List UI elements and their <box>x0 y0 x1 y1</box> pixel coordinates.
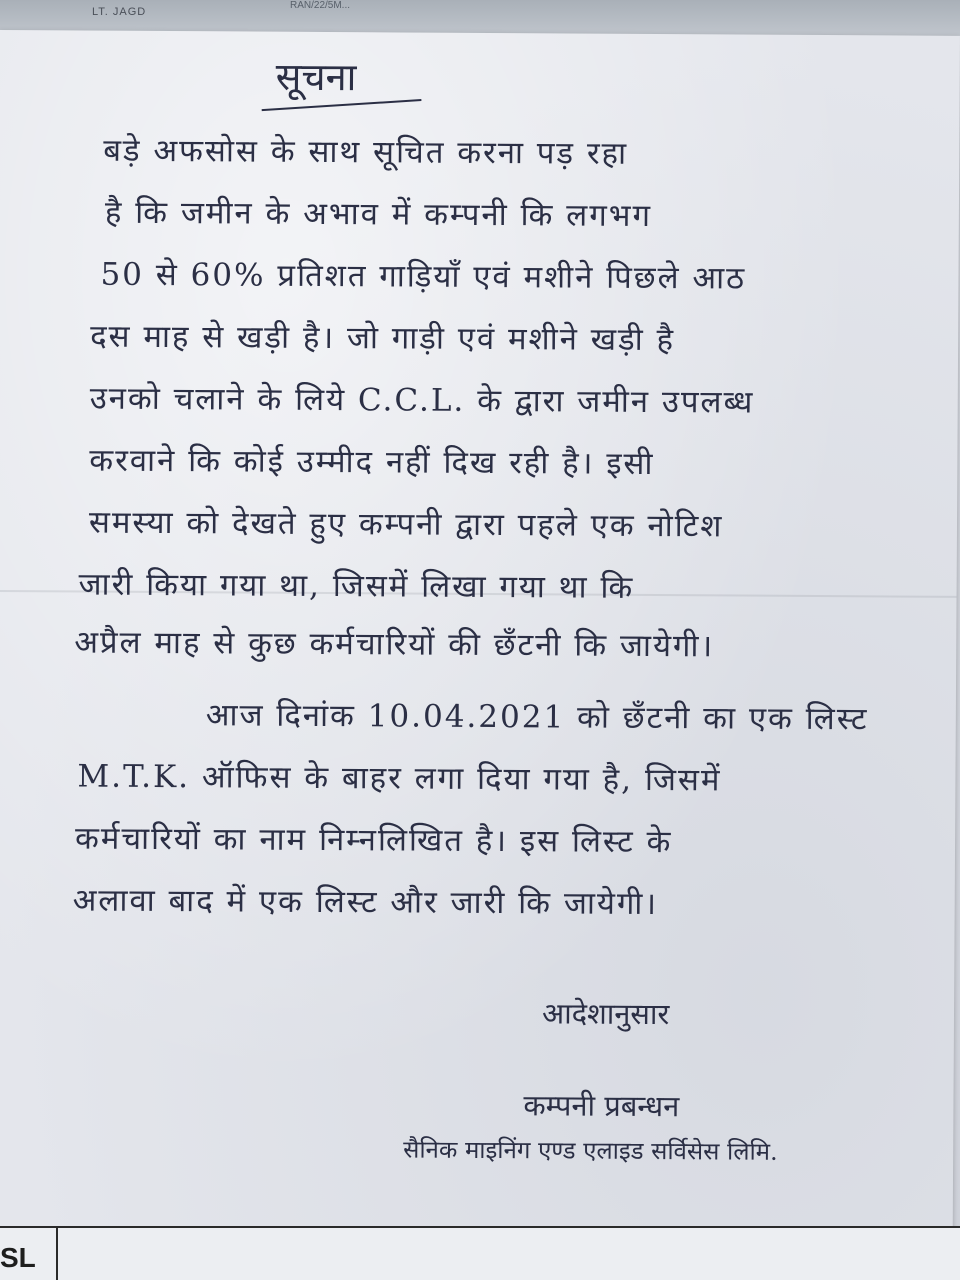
body2-line-1: आज दिनांक 10.04.2021 को छँटनी का एक लिस्ट <box>205 697 869 738</box>
body2-line-2: M.T.K. ऑफिस के बाहर लगा दिया गया है, जिसमें <box>77 758 722 799</box>
body-line-6: करवाने कि कोई उम्मीद नहीं दिख रही है। इसी <box>89 442 655 483</box>
notice-sheet <box>0 30 960 1234</box>
footer-label: SL <box>0 1242 36 1273</box>
footer-table-edge <box>0 1226 960 1280</box>
authority-text: कम्पनी प्रबन्धन <box>523 1088 680 1124</box>
header-strip-right-text: RAN/22/5M... <box>290 0 351 11</box>
header-strip-left-text: LT. JAGD <box>92 6 147 18</box>
company-name: सैनिक माइनिंग एण्ड एलाइड सर्विसेस लिमि. <box>403 1135 778 1166</box>
body-line-4: दस माह से खड़ी है। जो गाड़ी एवं मशीने खड़ी है <box>90 318 676 359</box>
body-line-9: अप्रैल माह से कुछ कर्मचारियों की छँटनी कि जायेगी। <box>74 624 715 665</box>
body-line-5: उनको चलाने के लिये C.C.L. के द्वारा जमीन उपलब्ध <box>89 380 755 421</box>
body-line-1: बड़े अफसोस के साथ सूचित करना पड़ रहा <box>103 132 629 172</box>
order-text: आदेशानुसार <box>541 996 670 1032</box>
footer-divider <box>56 1228 58 1280</box>
notice-title: सूचना <box>275 54 357 100</box>
body-line-8: जारी किया गया था, जिसमें लिखा गया था कि <box>78 566 635 606</box>
body-line-7: समस्या को देखते हुए कम्पनी द्वारा पहले एक नोटिश <box>88 504 724 545</box>
body2-line-4: अलावा बाद में एक लिस्ट और जारी कि जायेगी। <box>72 882 659 923</box>
body2-line-3: कर्मचारियों का नाम निम्नलिखित है। इस लिस्ट के <box>74 820 673 861</box>
body-line-2: है कि जमीन के अभाव में कम्पनी कि लगभग <box>104 194 653 234</box>
body-line-3: 50 से 60% प्रतिशत गाड़ियाँ एवं मशीने पिछले आठ <box>100 256 747 297</box>
